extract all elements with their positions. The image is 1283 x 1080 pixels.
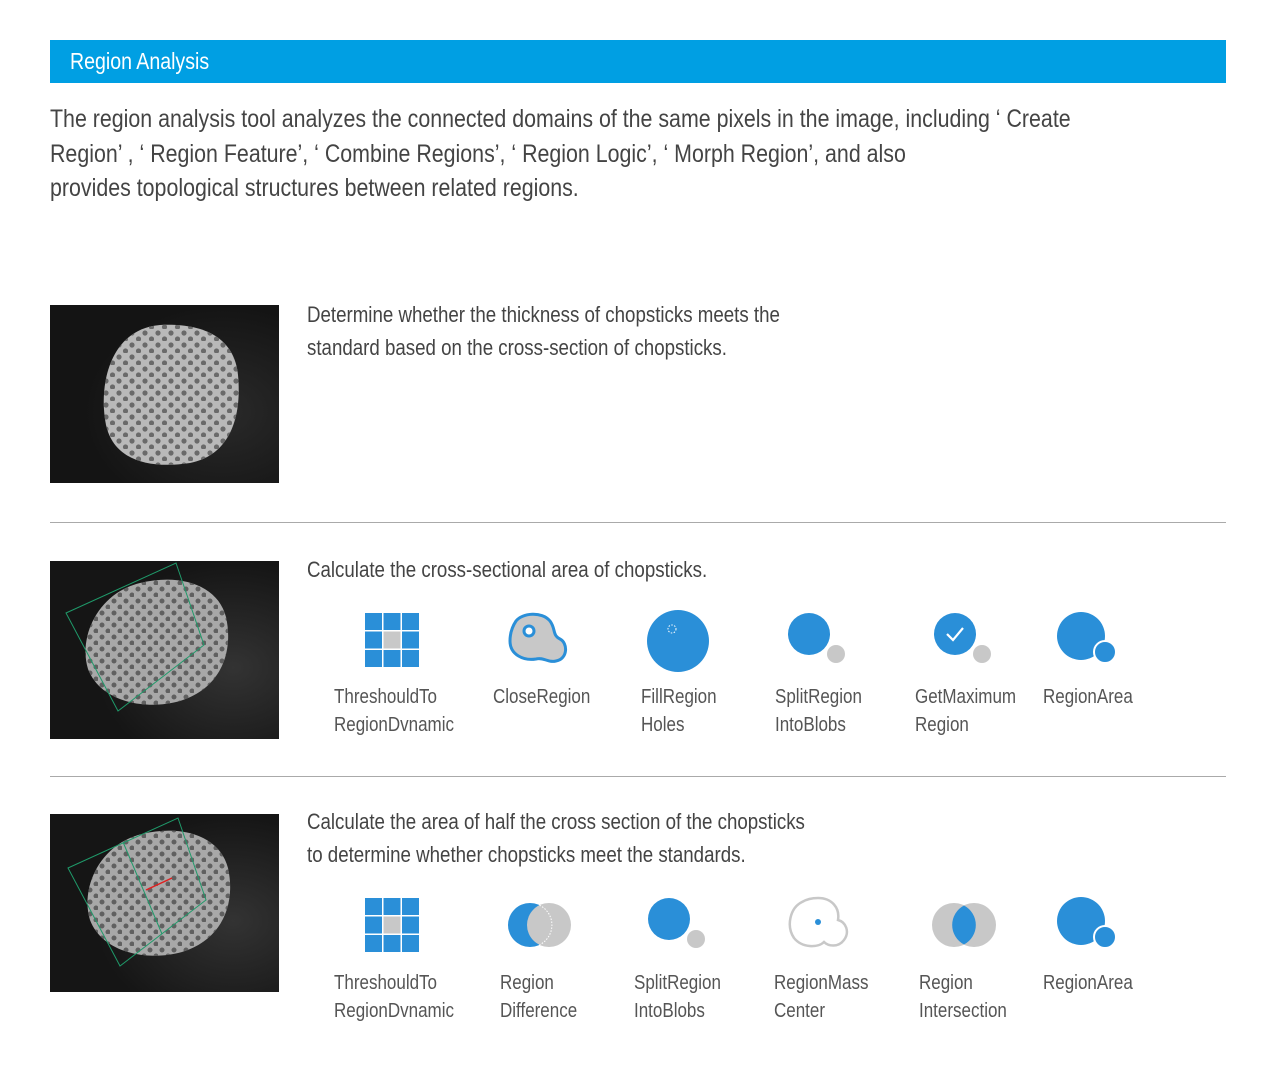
operator-label-line: RegionArea xyxy=(1043,972,1133,994)
operator-label-line: GetMaximum xyxy=(915,686,1017,708)
fill-region-holes-icon xyxy=(646,609,710,673)
split-region-icon xyxy=(788,613,848,665)
region-difference-icon xyxy=(507,902,573,948)
operator-label-line: FillRegion xyxy=(641,686,717,708)
row-3-description xyxy=(307,805,805,871)
grid-threshold-icon xyxy=(365,898,419,952)
operator-label-line: Difference xyxy=(500,1000,578,1022)
operator-label xyxy=(774,969,868,1025)
operator-label xyxy=(1043,969,1133,997)
section-title: Region Analysis xyxy=(70,48,210,74)
region-area-icon xyxy=(1056,612,1118,664)
description-line: Calculate the area of half the cross section of the chopsticks xyxy=(307,809,805,834)
close-region-icon xyxy=(508,611,570,667)
operator-label xyxy=(915,683,1016,739)
chopstick-half-section-measure-photo xyxy=(50,814,279,992)
section-header xyxy=(50,40,1226,83)
intro-paragraph xyxy=(50,102,1071,206)
operator-label-line: RegionArea xyxy=(1043,686,1133,708)
operator-label-line: CloseRegion xyxy=(493,686,591,708)
operator-label xyxy=(634,969,721,1025)
operator-label-line: RegionDvnamic xyxy=(334,1000,454,1022)
divider xyxy=(50,776,1226,777)
operator-label xyxy=(775,683,862,739)
grid-threshold-icon xyxy=(365,613,419,667)
get-maximum-region-icon xyxy=(933,613,993,665)
operator-label-line: Region xyxy=(919,972,973,994)
intro-line: The region analysis tool analyzes the connected domains of the same pixels in the image, including ‘ Create xyxy=(50,105,1071,133)
description-line: Determine whether the thickness of chopsticks meets the xyxy=(307,302,780,327)
operator-label xyxy=(500,969,577,1025)
region-area-icon xyxy=(1056,897,1118,949)
operator-label-line: Center xyxy=(774,1000,826,1022)
description-line: Calculate the cross-sectional area of chopsticks. xyxy=(307,557,708,582)
split-region-icon xyxy=(648,898,708,950)
operator-label-line: IntoBlobs xyxy=(634,1000,705,1022)
intro-line: provides topological structures between related regions. xyxy=(50,174,579,202)
operator-label-line: Region xyxy=(915,714,969,736)
chopstick-cross-section-bounding-box-photo xyxy=(50,561,279,739)
operator-label-line: Region xyxy=(500,972,554,994)
operator-label xyxy=(1043,683,1133,711)
operator-label xyxy=(334,683,454,739)
chopstick-cross-section-photo xyxy=(50,305,279,483)
operator-label-line: SplitRegion xyxy=(775,686,862,708)
operator-label-line: Intersection xyxy=(919,1000,1007,1022)
operator-label-line: ThreshouldTo xyxy=(334,686,438,708)
operator-label-line: RegionMass xyxy=(774,972,869,994)
operator-label xyxy=(334,969,454,1025)
divider xyxy=(50,522,1226,523)
operator-label xyxy=(919,969,1007,1025)
intro-line: Region’ , ‘ Region Feature’, ‘ Combine Regions’, ‘ Region Logic’, ‘ Morph Region’, and also xyxy=(50,139,906,168)
operator-label-line: IntoBlobs xyxy=(775,714,846,736)
operator-label xyxy=(641,683,717,739)
operator-label xyxy=(493,683,590,711)
operator-label-line: SplitRegion xyxy=(634,972,721,994)
operator-label-line: RegionDvnamic xyxy=(334,714,454,736)
region-mass-center-icon xyxy=(788,896,850,950)
description-line: to determine whether chopsticks meet the standards. xyxy=(307,842,746,867)
row-1-description xyxy=(307,298,780,364)
description-line: standard based on the cross-section of chopsticks. xyxy=(307,335,727,360)
operator-label-line: ThreshouldTo xyxy=(334,972,438,994)
row-2-description xyxy=(307,553,707,586)
region-intersection-icon xyxy=(931,902,997,948)
operator-label-line: Holes xyxy=(641,714,685,736)
